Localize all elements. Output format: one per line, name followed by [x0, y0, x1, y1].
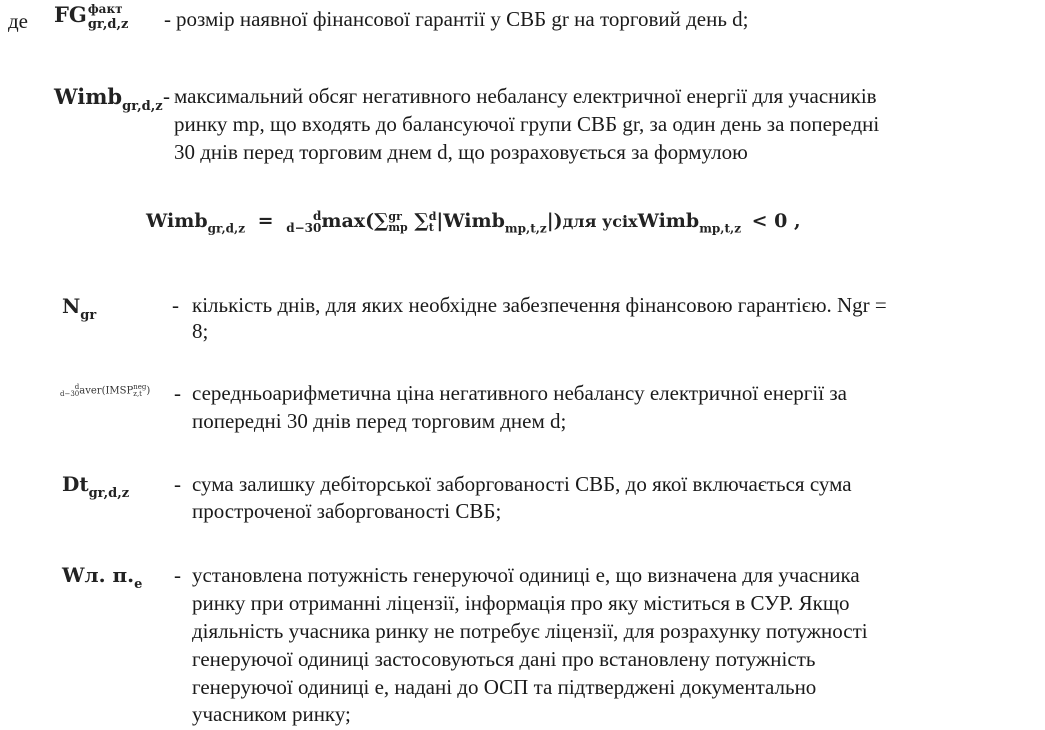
wlp-base: Wл. п.	[62, 563, 135, 587]
fg-symbol	[54, 2, 128, 31]
wimb-line-3: 30 днів перед торговим днем d, що розраховується за формулою	[174, 140, 748, 164]
wlp-line-3: діяльність учасника ринку не потребує ліцензії, для розрахунку потужності	[192, 619, 868, 643]
wimb-line-1: максимальний обсяг негативного небалансу електричної енергії для учасників	[174, 84, 877, 108]
aver-pre-sub: d−30	[60, 390, 80, 398]
formula-eq: =	[257, 210, 274, 232]
formula-lhs: Wimb	[146, 210, 208, 232]
wlp-line-4: генеруючої одиниці застосовуються дані про встановлену потужність	[192, 647, 816, 671]
ngr-base: N	[62, 294, 81, 318]
dt-base: Dt	[62, 472, 89, 496]
formula-lhs-sub: gr,d,z	[207, 221, 246, 236]
dt-line-1: сума залишку дебіторської заборгованості СВБ, до якої включається сума	[192, 472, 852, 496]
formula-abs-sub: mp,t,z	[504, 221, 547, 236]
wimb-line-2: ринку mp, що входять до балансуючої групи СВБ gr, за один день за попередні	[174, 112, 880, 136]
formula-range-sub: d−30	[286, 221, 322, 235]
ngr-dash: -	[172, 293, 179, 317]
formula-cond-var: Wimb	[637, 210, 700, 232]
aver-pre-sup: d	[74, 383, 80, 391]
wlp-symbol	[62, 563, 142, 592]
dt-dash: -	[174, 472, 181, 496]
fg-dash: -	[164, 7, 171, 31]
wlp-line-1: установлена потужність генеруючої одиниці е, що визначена для учасника	[192, 563, 860, 587]
formula-sum2: ∑	[414, 210, 429, 232]
formula-sum1: ∑	[374, 210, 389, 232]
formula-sum2-sub: t	[428, 221, 434, 234]
wlp-sub: e	[134, 576, 143, 592]
wimb-formula	[146, 210, 801, 235]
ngr-line-1: кількість днів, для яких необхідне забезпечення фінансовою гарантією. Ngr =	[192, 293, 887, 317]
aver-sup: neg	[133, 383, 147, 391]
formula-range-sup: d	[312, 209, 322, 223]
fg-sup: факт	[87, 1, 123, 16]
aver-close: )	[146, 385, 151, 397]
aver-body: aver(IMSP	[79, 385, 134, 397]
ngr-symbol	[62, 294, 96, 323]
fg-description: розмір наявної фінансової гарантії у СВБ gr на торговий день d;	[176, 7, 749, 31]
wimb-sub: gr,d,z	[122, 98, 163, 114]
wimb-symbol	[54, 84, 163, 114]
formula-condition: для усіх	[562, 212, 638, 231]
fg-sub: gr,d,z	[87, 16, 129, 32]
dt-line-2: простроченої заборгованості СВБ;	[192, 499, 502, 523]
fg-base: FG	[54, 2, 87, 27]
ngr-sub: gr	[80, 307, 97, 323]
formula-max: max(	[321, 210, 375, 232]
aver-line-1: середньоарифметична ціна негативного небалансу електричної енергії за	[192, 381, 847, 405]
dt-symbol	[62, 472, 129, 501]
aver-symbol	[60, 384, 150, 398]
formula-abs-close: |)	[546, 210, 563, 232]
wlp-dash: -	[174, 563, 181, 587]
ngr-line-2: 8;	[192, 319, 209, 343]
dt-sub: gr,d,z	[88, 485, 130, 501]
wimb-base: Wimb	[54, 84, 123, 109]
aver-sub: z,t	[133, 390, 142, 398]
intro-word: де	[8, 9, 29, 33]
formula-sum1-sup: gr	[388, 210, 402, 223]
wlp-line-6: учасником ринку;	[192, 702, 351, 726]
formula-cond-sub: mp,t,z	[699, 221, 742, 236]
formula-cond-rel: < 0 ,	[751, 210, 801, 232]
aver-line-2: попередні 30 днів перед торговим днем d;	[192, 409, 567, 433]
aver-dash: -	[174, 381, 181, 405]
formula-sum1-sub: mp	[388, 221, 408, 234]
wimb-dash: -	[163, 84, 170, 108]
wlp-line-2: ринку при отриманні ліцензії, інформація про яку міститься в СУР. Якщо	[192, 591, 850, 615]
formula-sum2-sup: d	[428, 210, 437, 223]
wlp-line-5: генеруючої одиниці е, надані до ОСП та підтверджені документально	[192, 675, 817, 699]
formula-abs-body: |Wimb	[436, 210, 505, 232]
